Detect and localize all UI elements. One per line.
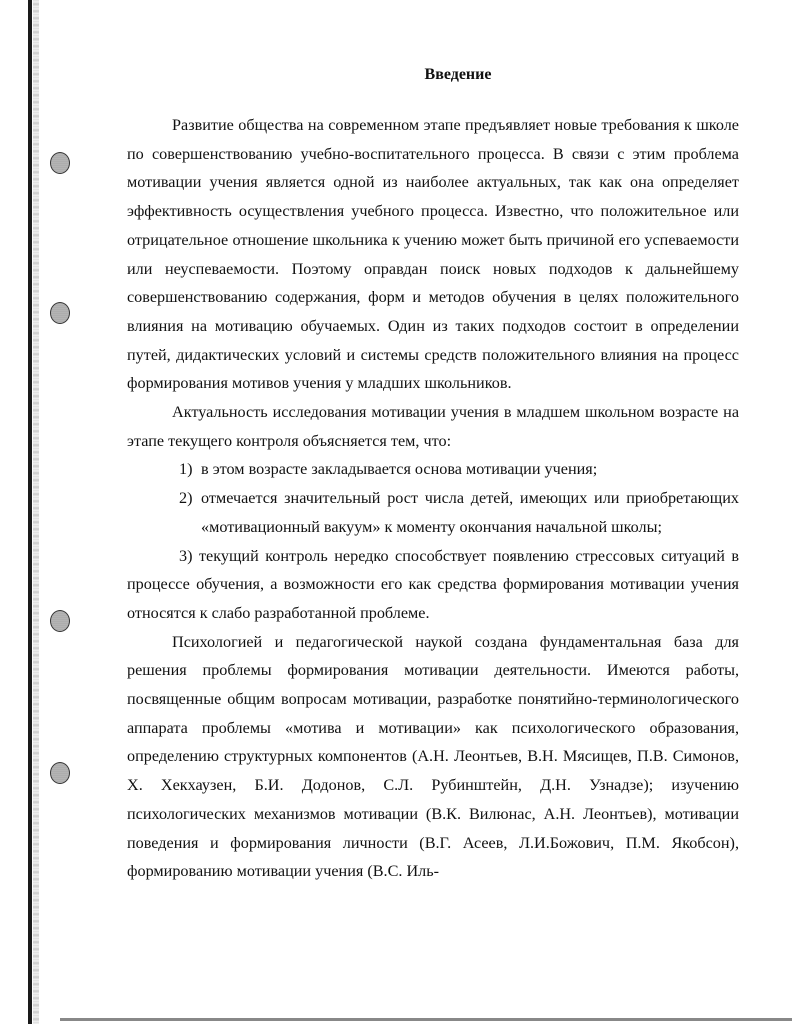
scan-margin-noise bbox=[33, 0, 39, 1024]
punch-hole bbox=[50, 302, 70, 324]
scan-bottom-edge bbox=[60, 1018, 792, 1021]
list-number: 1) bbox=[179, 460, 193, 479]
paragraph-intro: Развитие общества на современном этапе предъявляет новые требования к школе по совершенствованию учебно-воспитательного процесса. В связи с этим проблема мотивации учения является одной из наиболее актуальных, так как она определяет эффективность осуществления учебного процесса. Известно, что положительное или отрицательное отношение школьника к учению может быть причиной его успеваемости или неуспеваемости. Поэтому оправдан поиск новых подходов к дальнейшему совершенствованию содержания, форм и методов обучения в целях положительного влияния на мотивацию обучаемых. Один из таких подходов состоит в определении путей, дидактических условий и системы средств положительного влияния на процесс формирования мотивов учения у младших школьников. bbox=[127, 116, 739, 393]
list-item bbox=[127, 542, 739, 628]
list-text: в этом возрасте закладывается основа мотивации учения; bbox=[201, 460, 598, 479]
list-text: отмечается значительный рост числа детей, имеющих или приобретающих «мотивационный вакуум» к моменту окончания начальной школы; bbox=[201, 489, 739, 536]
list-item bbox=[127, 455, 739, 484]
scan-binding-edge bbox=[28, 0, 32, 1024]
list-item bbox=[127, 484, 739, 541]
punch-hole bbox=[50, 152, 70, 174]
punch-hole bbox=[50, 610, 70, 632]
relevance-list bbox=[127, 455, 739, 627]
page-title: Введение bbox=[424, 66, 492, 83]
list-text: текущий контроль нередко способствует появлению стрессовых ситуаций в процессе обучения, а возможности его как средства формирования мотивации учения относятся к слабо разработанной проблеме. bbox=[127, 546, 739, 622]
paragraph-relevance: Актуальность исследования мотивации учения в младшем школьном возрасте на этапе текущего контроля объясняется тем, что: bbox=[127, 403, 739, 450]
paragraph-research-base: Психологией и педагогической наукой создана фундаментальная база для решения проблемы формирования мотивации деятельности. Имеются работы, посвященные общим вопросам мотивации, разработке понятийно-терминологического аппарата проблемы «мотива и мотивации» как психологического образования, определению структурных компонентов (А.Н. Леонтьев, В.Н. Мясищев, П.В. Симонов, Х. Хекхаузен, Б.И. Додонов, С.Л. Рубинштейн, Д.Н. Узнадзе); изучению психологических механизмов мотивации (В.К. Вилюнас, А.Н. Леонтьев), мотивации поведения и формирования личности (В.Г. Асеев, Л.И.Божович, П.М. Якобсон), формированию мотивации учения (В.С. Иль- bbox=[127, 632, 739, 881]
list-number: 2) bbox=[179, 489, 193, 508]
punch-hole bbox=[50, 762, 70, 784]
list-number: 3) bbox=[179, 546, 199, 565]
document-page bbox=[127, 64, 739, 886]
